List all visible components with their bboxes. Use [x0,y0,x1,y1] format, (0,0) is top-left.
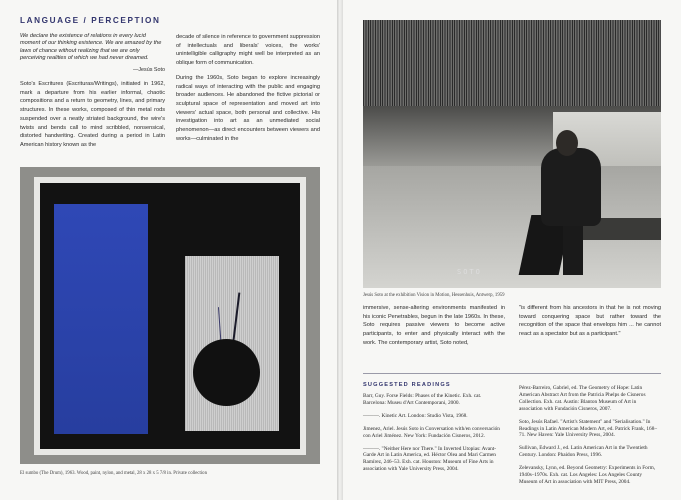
section-divider [363,373,661,374]
photo-person-head [556,130,578,156]
body-column-2-para-1: decade of silence in reference to government suppression of intellectuals and liberals' voices, the works' unintelligible calligraphy might well be interpreted as an oblique form of communication. [176,34,320,67]
reading-entry: Jimenez, Ariel. Jesús Soto in Conversation with/en conversación con Ariel Jiménez. New York: Fundación Cisneros, 2012. [363,425,500,439]
artwork-image [20,167,320,464]
quote-attribution: —Jesús Soto [132,67,165,73]
readings-column-1 [363,393,505,479]
section-header: LANGUAGE / PERCEPTION [20,16,161,25]
suggested-readings-title: SUGGESTED READINGS [363,382,451,388]
reading-entry: ———. Kinetic Art. London: Studio Vista, 1968. [363,412,468,419]
artwork-blue-panel [54,204,148,434]
reading-entry: ———. "Neither Here nor There." In Inverted Utopias: Avant-Garde Art in Latin America, ed. Héctor Olea and Mari Carmen Ramírez, 246–53. Exh. cat. Houston: Museum of Fine Arts in association with Yale University Press, 2004. [363,445,496,473]
body-column-2 [176,33,320,143]
epigraph-quote: We declare the existence of relations in every lucid moment of our thinking existence. We are amazed by the laws of chance without realizing that we are only perceiving realities of which we had never dreamed. [20,33,162,61]
photo-caption: Jesús Soto at the exhibition Vision in Motion, Hessenhuis, Antwerp, 1959 [363,293,505,298]
photo-sign: SOTO [457,268,482,276]
artwork-caption: El sumbo (The Drum), 1963. Wood, paint, nylon, and metal, 28 x 28 x 5 7/8 in. Private collection [20,471,207,476]
body-column-1: Soto's Escritures (Escrituras/Writings), initiated in 1962, mark a departure from his earlier informal, chaotic compositions and a return to geometry, lines, and primary structures. In these works, composed of thin metal rods suspended over a neatly striated background, the wire's twists and bends call to mind scribbled, nonsensical, distorted handwriting. Created during a period in Latin American history known as the [20,81,165,148]
left-page [0,0,337,500]
photo-person-legs [563,220,583,275]
reading-entry: Zelevansky, Lynn, ed. Beyond Geometry: Experiments in Form, 1940s–1970s. Exh. cat. Los Angeles: Los Angeles County Museum of Art in association with MIT Press, 2004. [519,465,656,485]
artwork-black-disc [193,339,260,406]
right-body-column-1: immersive, sense-altering environments manifested in his iconic Penetrables, begun in the late 1960s. In these, Soto requires passive viewers to become active participants, to enter and physically interact with the work. The contemporary artist, Soto noted, [363,305,505,346]
photo-person [541,148,601,226]
photo-kinetic-wall [363,20,661,106]
reading-entry: Soto, Jesús Rafael. "Artist's Statement" and "Serialisation." In Readings in Latin American Modern Art, ed. Patrick Frank, 168–71. New Haven: Yale University Press, 2004. [519,418,657,439]
reading-entry: Barr, Guy. Forse Fields: Phases of the Kinetic. Exh. cat. Barcelona: Museu d'Art Contemporani, 2000. [363,393,482,406]
right-page [343,0,681,500]
exhibition-photo [363,20,661,288]
body-column-2-para-2: During the 1960s, Soto began to explore increasingly radical ways of interacting with the public and engaging broader audiences. He abandoned the fictive pictorial or sculptural space of representation and moved art into viewers' actual space, both personal and collective. His investigation into art as an unmediated social phenomenon—as direct encounters between viewers and works—culminated in the [176,74,320,142]
reading-entry: Pérez-Barreiro, Gabriel, ed. The Geometry of Hope: Latin American Abstract Art from the Patricia Phelps de Cisneros Collection. Exh. cat. Austin: Blanton Museum of Art in association with Fundación Cisneros, 2007. [519,385,646,412]
reading-entry: Sullivan, Edward J., ed. Latin American Art in the Twentieth Century. London: Phaidon Press, 1996. [519,445,648,459]
right-body-column-2: "is different from his ancestors in that he is not moving toward conquering space but rather toward the recognition of the space that envelops him ... he cannot react as a spectator but as a participant." [519,305,661,338]
readings-column-2 [519,385,661,492]
